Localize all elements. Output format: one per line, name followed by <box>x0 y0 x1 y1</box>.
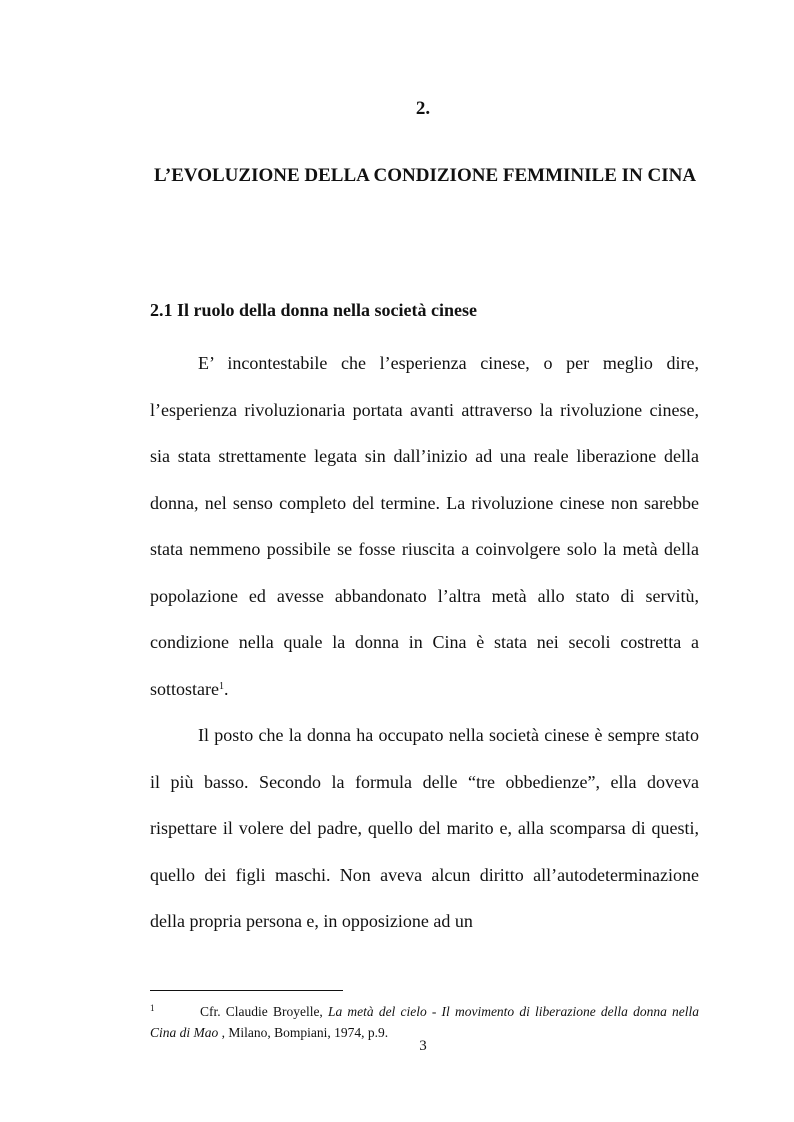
body-text <box>150 340 699 945</box>
chapter-number: 2. <box>415 98 431 119</box>
chapter-title: L’EVOLUZIONE DELLA CONDIZIONE FEMMINILE IN CINA <box>153 165 697 186</box>
page-number: 3 <box>419 1038 427 1054</box>
paragraph-1-text: E’ incontestabile che l’esperienza cinese, o per meglio dire, l’esperienza rivoluzionaria portata avanti attraverso la rivoluzione cinese, sia stata strettamente legata sin dall’inizio ad una reale liberazione della donna, nel senso completo del termine. La rivoluzione cinese non sarebbe stata nemmeno possibile se fosse riuscita a coinvolgere solo la metà della popolazione ed avesse abbandonato l’altra metà allo stato di servitù, condizione nella quale la donna in Cina è stata nei secoli costretta a sottostare <box>150 353 699 699</box>
footnote-prefix: Cfr. Claudie Broyelle, <box>200 1004 328 1019</box>
paragraph-2: Il posto che la donna ha occupato nella società cinese è sempre stato il più basso. Secondo la formula delle “tre obbedienze”, ella doveva rispettare il volere del padre, quello del marito e, alla scomparsa di questi, quello dei figli maschi. Non aveva alcun diritto all’autodeterminazione della propria persona e, in opposizione ad un <box>150 725 699 931</box>
footnote-book-title: La metà del cielo - Il movimento di liberazione della donna nella Cina di Mao <box>150 1004 699 1040</box>
footnote <box>150 998 699 1043</box>
footnote-suffix: , Milano, Bompiani, 1974, p.9. <box>218 1025 389 1040</box>
footnote-reference[interactable]: 1 <box>219 680 224 692</box>
footnote-mark: 1 <box>150 1003 155 1013</box>
section-title: 2.1 Il ruolo della donna nella società cinese <box>150 300 478 320</box>
footnote-divider <box>150 990 343 991</box>
paragraph-1-end: . <box>224 678 229 699</box>
paragraph-1 <box>150 340 699 712</box>
